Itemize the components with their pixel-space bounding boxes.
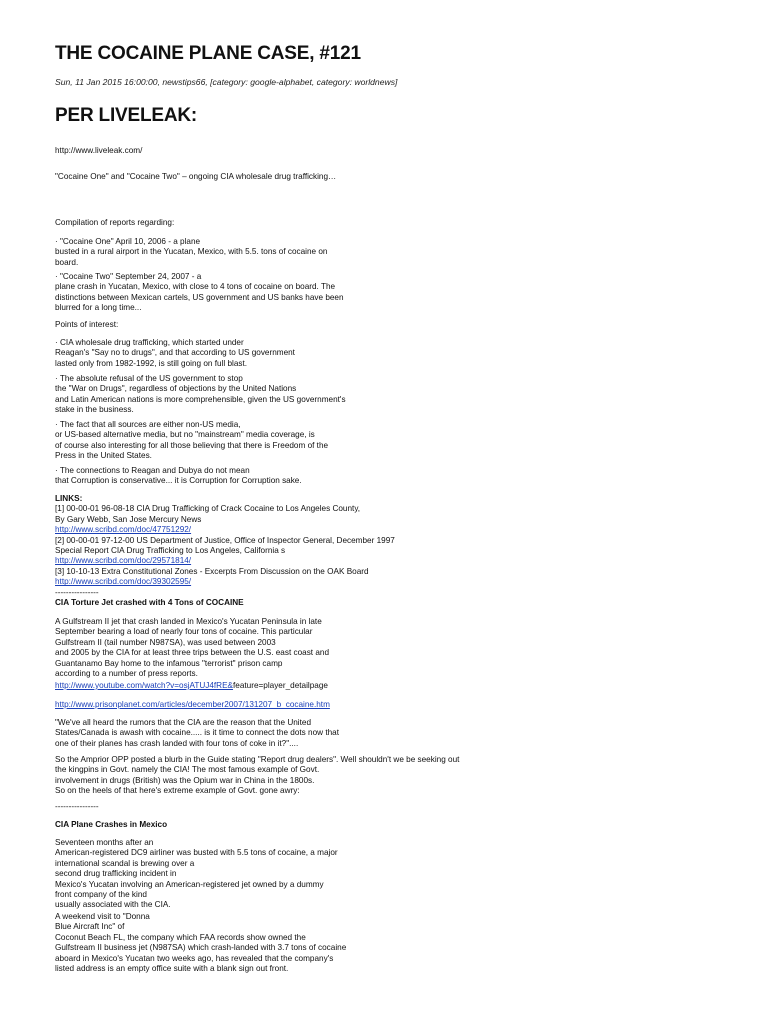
text-line: Coconut Beach FL, the company which FAA records show owned the: [55, 932, 306, 942]
points-heading-block: [55, 320, 715, 330]
text-line: · "Cocaine One" April 10, 2006 - a plane: [55, 237, 201, 246]
separator: ----------------: [55, 802, 99, 811]
text-line: A Gulfstream II jet that crash landed in Mexico's Yucatan Peninsula in late: [55, 617, 322, 626]
text-line: Seventeen months after an: [55, 838, 154, 847]
crashes-paragraph: [55, 838, 715, 911]
text-line: · CIA wholesale drug trafficking, which started under: [55, 338, 244, 347]
text-line: stake in the business.: [55, 405, 134, 415]
text-line: front company of the kind: [55, 890, 147, 900]
separator-block: [55, 802, 715, 812]
amprior-paragraph: [55, 755, 715, 797]
text-line: and 2005 by the CIA for at least three trips between the U.S. east coast and: [55, 648, 329, 658]
text-line: listed address is an empty office suite with a blank sign out front.: [55, 964, 289, 974]
text-line: · The fact that all sources are either non-US media,: [55, 420, 241, 429]
text-line: usually associated with the CIA.: [55, 900, 171, 910]
crashes-heading-block: [55, 820, 715, 830]
youtube-link-block: [55, 681, 715, 691]
cocaine-two-paragraph: [55, 272, 715, 314]
link-2-url[interactable]: http://www.scribd.com/doc/29571814/: [55, 556, 192, 566]
text-line: aboard in Mexico's Yucatan two weeks ago, has revealed that the company's: [55, 953, 334, 963]
youtube-link[interactable]: http://www.youtube.com/watch?v=osjATUJ4fRE&: [55, 681, 234, 690]
section-title: PER LIVELEAK:: [55, 105, 198, 126]
text-line: or US-based alternative media, but no "mainstream" media coverage, is: [55, 430, 315, 440]
text-line: of course also interesting for all those believing that there is Freedom of the: [55, 440, 329, 450]
post-meta: Sun, 11 Jan 2015 16:00:00, newstips66, [category: google-alphabet, category: worldnews]: [55, 77, 398, 87]
text-line: second drug trafficking incident in: [55, 869, 177, 879]
donna-paragraph: [55, 912, 715, 974]
prisonplanet-link-block: [55, 700, 715, 710]
text-line: · The absolute refusal of the US government to stop: [55, 374, 243, 383]
link-3-url[interactable]: http://www.scribd.com/doc/39302595/: [55, 577, 192, 587]
text-line: the kingpins in Govt. namely the CIA! The most famous example of Govt.: [55, 765, 320, 775]
page-title: THE COCAINE PLANE CASE, #121: [55, 43, 361, 64]
link-2-title: [2] 00-00-01 97-12-00 US Department of Justice, Office of Inspector General, December 1997: [55, 535, 395, 545]
text-line: So on the heels of that here's extreme example of Govt. gone awry:: [55, 786, 300, 796]
link-3-title: [3] 10-10-13 Extra Constitutional Zones - Excerpts From Discussion on the OAK Board: [55, 566, 369, 576]
text-line: board.: [55, 257, 79, 267]
prisonplanet-link[interactable]: http://www.prisonplanet.com/articles/december2007/131207_b_cocaine.htm: [55, 700, 330, 709]
text-line: lasted only from 1982-1992, is still going on full blast.: [55, 358, 248, 368]
point-1-paragraph: [55, 338, 715, 369]
link-1-url[interactable]: http://www.scribd.com/doc/47751292/: [55, 525, 192, 535]
point-3-paragraph: [55, 420, 715, 462]
compilation-text: Compilation of reports regarding:: [55, 218, 175, 227]
links-heading: LINKS:: [55, 494, 83, 503]
separator: ----------------: [55, 587, 99, 597]
text-line: busted in a rural airport in the Yucatan, Mexico, with 5.5. tons of cocaine on: [55, 247, 328, 257]
youtube-link-suffix: feature=player_detailpage: [233, 681, 328, 690]
text-line: So the Amprior OPP posted a blurb in the Guide stating "Report drug dealers". Well shouldn't we be seeking out: [55, 755, 460, 764]
text-line: Mexico's Yucatan involving an American-registered jet owned by a dummy: [55, 879, 324, 889]
text-line: Press in the United States.: [55, 451, 152, 461]
text-line: and Latin American nations is more comprehensible, given the US government's: [55, 394, 346, 404]
text-line: plane crash in Yucatan, Mexico, with close to 4 tons of cocaine on board. The: [55, 282, 336, 292]
text-line: September bearing a load of nearly four tons of cocaine. This particular: [55, 627, 313, 637]
text-line: A weekend visit to "Donna: [55, 912, 150, 921]
text-line: distinctions between Mexican cartels, US government and US banks have been: [55, 292, 344, 302]
intro-text: "Cocaine One" and "Cocaine Two" – ongoing CIA wholesale drug trafficking…: [55, 172, 337, 181]
text-line: · "Cocaine Two" September 24, 2007 - a: [55, 272, 202, 281]
torture-heading-block: [55, 598, 715, 608]
text-line: Guantanamo Bay home to the infamous "terrorist" prison camp: [55, 658, 283, 668]
text-line: "We've all heard the rumors that the CIA are the reason that the United: [55, 718, 311, 727]
text-line: that Corruption is conservative... it is Corruption for Corruption sake.: [55, 476, 302, 486]
links-section: [55, 494, 715, 598]
link-1-title: [1] 00-00-01 96-08-18 CIA Drug Trafficking of Crack Cocaine to Los Angeles County,: [55, 504, 361, 514]
text-line: one of their planes has crash landed with four tons of coke in it?"....: [55, 738, 299, 748]
link-2-subtitle: Special Report CIA Drug Trafficking to Los Angeles, California s: [55, 546, 286, 556]
text-line: according to a number of press reports.: [55, 669, 198, 679]
text-line: American-registered DC9 airliner was busted with 5.5 tons of cocaine, a major: [55, 848, 338, 858]
text-line: Blue Aircraft Inc" of: [55, 922, 125, 932]
quote-paragraph: [55, 718, 715, 749]
text-line: Gulfstream II (tail number N987SA), was used between 2003: [55, 637, 276, 647]
liveleak-url[interactable]: http://www.liveleak.com/: [55, 146, 143, 155]
crashes-heading: CIA Plane Crashes in Mexico: [55, 820, 168, 829]
point-2-paragraph: [55, 374, 715, 416]
text-line: blurred for a long time...: [55, 303, 142, 313]
link-1-author: By Gary Webb, San Jose Mercury News: [55, 514, 202, 524]
text-line: involvement in drugs (British) was the Opium war in China in the 1800s.: [55, 775, 315, 785]
compilation-paragraph: [55, 218, 715, 228]
torture-heading: CIA Torture Jet crashed with 4 Tons of COCAINE: [55, 598, 244, 607]
text-line: Gulfstream II business jet (N987SA) which crash-landed with 3.7 tons of cocaine: [55, 943, 347, 953]
torture-paragraph: [55, 617, 715, 679]
text-line: Reagan's "Say no to drugs", and that according to US government: [55, 348, 295, 358]
liveleak-link-block: [55, 146, 715, 156]
text-line: States/Canada is awash with cocaine..... is it time to connect the dots now that: [55, 728, 339, 738]
point-4-paragraph: [55, 466, 715, 487]
points-heading: Points of interest:: [55, 320, 119, 329]
cocaine-one-paragraph: [55, 237, 715, 268]
text-line: · The connections to Reagan and Dubya do not mean: [55, 466, 250, 475]
text-line: international scandal is brewing over a: [55, 858, 195, 868]
text-line: the "War on Drugs", regardless of objections by the United Nations: [55, 384, 297, 394]
intro-paragraph: [55, 172, 715, 182]
